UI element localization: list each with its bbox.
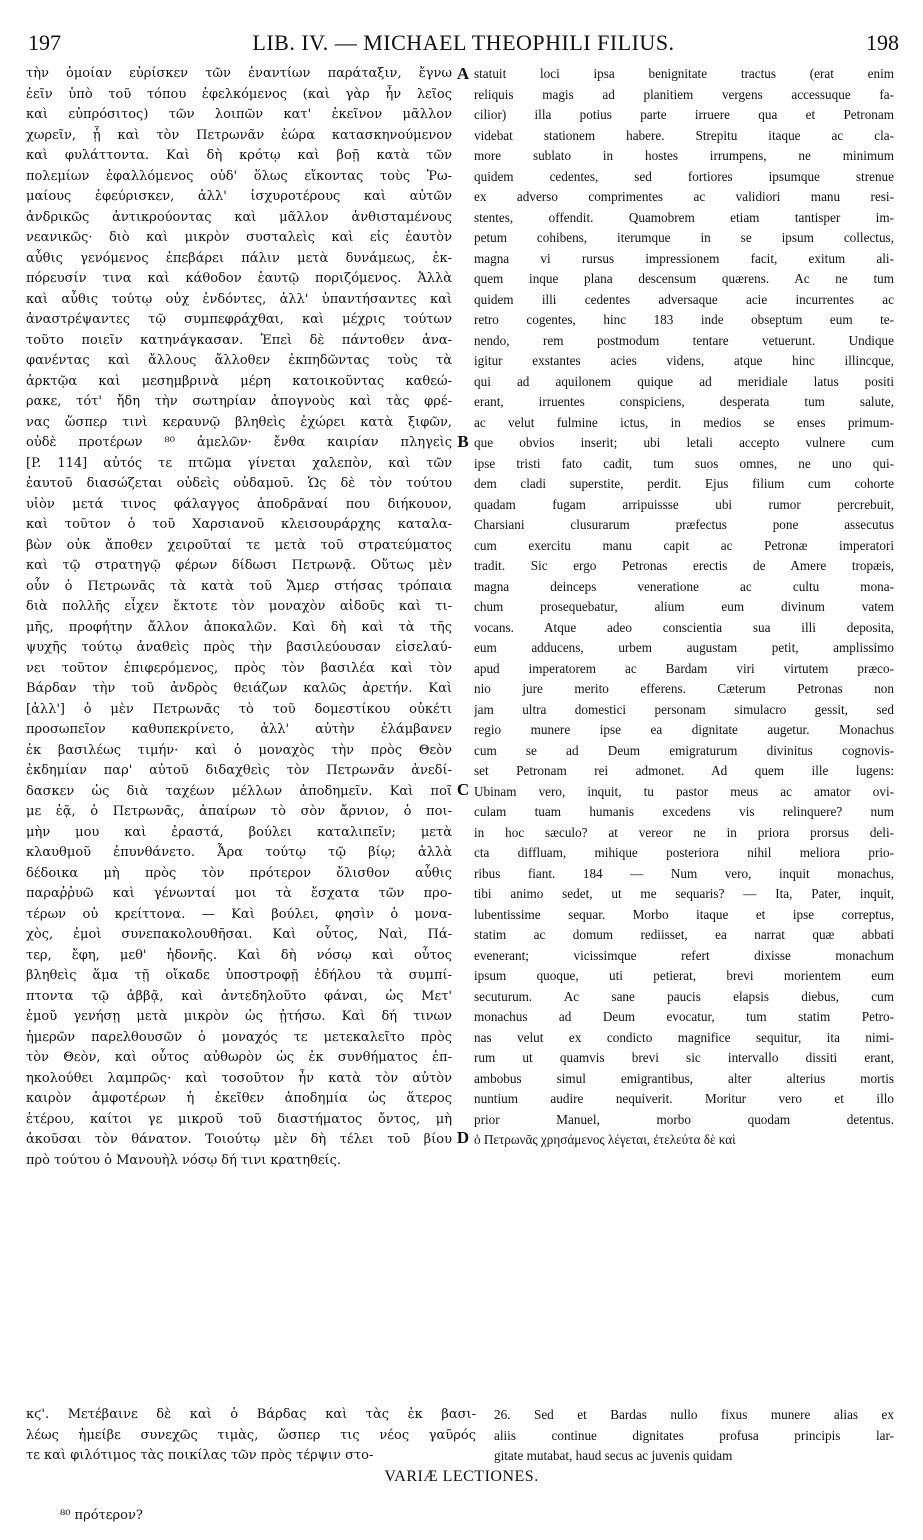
variae-lectiones-heading: VARIÆ LECTIONES. bbox=[384, 1468, 539, 1485]
greek-text-line: καιρὸν ἀμφοτέρων ἡ ἐκεῖθεν ἀποδημία ὡς ἅτερος bbox=[26, 1091, 452, 1106]
latin-text-line: ipse tristi fato cadit, tum suos omnes, ne uno qui- bbox=[474, 455, 894, 471]
margin-letter-b: B bbox=[457, 432, 469, 451]
greek-text-line: τοῦτο ποιεῖν κατηνάγκασαν. Ἐπεὶ δὲ πάντοθεν ἀνα- bbox=[26, 332, 452, 348]
greek-text-line: προσωπεῖον καθυπεκρίνετο, ἀλλ' αὐτὴν ἐλάμβανεν bbox=[26, 722, 452, 737]
greek-section-26 bbox=[26, 1405, 476, 1467]
running-header bbox=[28, 30, 899, 60]
latin-text-line: reliquis magis ad planitiem vergens accessuque fa- bbox=[474, 86, 894, 102]
greek-text-line: βληθεὶς ἅμα τῇ οἴκαδε ὑποστροφῇ ἐδήλου τὰ συμπί- bbox=[26, 968, 452, 983]
greek-text-line: τερ, ἔφη, μεθ' ἡδονῆς. Καὶ δὴ νόσῳ καὶ οὗτος bbox=[26, 947, 452, 963]
latin-text-line: nendo, rem postmodum tentare vetuerunt. Undique bbox=[474, 332, 894, 348]
greek-text-line: πολεμίων ἐφαλλόμενος οὐδ' ὅλως εἴκοντας τοὺς Ῥω- bbox=[26, 168, 452, 184]
greek-text-line: οὐδὲ προτέρων ⁸⁰ ἀμελῶν· ἔνθα καιρίαν πληγεὶς bbox=[26, 435, 452, 450]
latin-text-line: chum prosequebatur, alium eum divinum vatem bbox=[474, 599, 894, 614]
latin-text-line: rum ut quamvis brevi sic intervallo dissiti erant, bbox=[474, 1050, 894, 1065]
page-number-left: 197 bbox=[28, 30, 61, 55]
latin-text-line: jam ultra domestici personam simulacro gessit, sed bbox=[474, 701, 894, 717]
greek-text-line: ἀναστρέψαντες τῷ συμπεφράχθαι, καὶ μέχρις τούτων bbox=[26, 312, 452, 327]
latin-text-line: ipsum quoque, uti petierat, brevi morientem eum bbox=[474, 968, 894, 983]
greek-text-line: οὖν ὁ Πετρωνᾶς τὰ κατὰ τοῦ Ἄμερ στήσας τρόπαια bbox=[26, 578, 452, 594]
greek-text-line: χωρεῖν, ᾗ καὶ τὸν Πετρωνᾶν ἑώρα κατασκηνούμενον bbox=[26, 127, 452, 143]
greek-text-line: ηκολούθει λαμπρῶς· καὶ τοσοῦτον ἦν κατὰ τὸν αὐτὸν bbox=[26, 1070, 452, 1086]
latin-text-line: quadam fugam arripuissse ubi rumor percrebuit, bbox=[474, 496, 894, 512]
greek-text-line: παραῤῥυῶ καὶ γένωνταί μοι τὰ ἔσχατα τῶν πρo- bbox=[26, 886, 452, 901]
latin-text-line: lubentissime sequar. Morbo itaque et ipse correptus, bbox=[474, 906, 894, 922]
greek-text-line: μῆς, προφήτην ἄλλον ἀποκαλῶν. Καὶ δὴ καὶ τὰ τῆς bbox=[26, 619, 452, 635]
greek-text-line: ἀρκτῷα καὶ μεσημβρινὰ μέρη κατοικοῦντας καθεώ- bbox=[26, 373, 452, 389]
latin-section-line: gitate mutabat, haud secus ac juvenis quidam bbox=[494, 1448, 733, 1463]
greek-text-line: μαίους ἐφεύρισκεν, ἀλλ' ἰσχυροτέρους καὶ αὐτῶν bbox=[26, 189, 452, 204]
latin-text-line: statuit loci ipsa benignitate tractus (erat enim bbox=[474, 66, 894, 81]
margin-letter-c: C bbox=[456, 780, 470, 799]
latin-text-line: eum adducens, urbem augustam petit, amplissimo bbox=[474, 640, 894, 655]
latin-text-line: ambobus simul emigrantibus, alter alterius mortis bbox=[474, 1070, 894, 1086]
latin-text-line: petum cohibens, iterumque in se ipsum collectus, bbox=[474, 230, 894, 245]
margin-letter-a: A bbox=[456, 64, 470, 83]
greek-text-line: μὴν μου καὶ ἐραστά, βούλει καταλιπεῖν; μετὰ bbox=[26, 824, 452, 840]
greek-text-line: Βάρδαν τὴν τοῦ ἀνδρὸς θειάζων καλῶς ἀρετήν. Καὶ bbox=[26, 681, 452, 696]
greek-text-line: διὰ πολλῆς εἶχεν ἔκτοτε τὸν μοναχὸν αἰδοῦς καὶ τι- bbox=[26, 599, 452, 614]
latin-text-line: quidem illi cedentes adversaque acie incurrentes ac bbox=[474, 291, 894, 307]
latin-text-line: quem inque plana descensum quærens. Ac ne tum bbox=[474, 271, 894, 286]
latin-column bbox=[474, 64, 894, 1151]
greek-section-line: τε καὶ φιλότιμος τὰς ποικίλας τῶν πρὸς τέρψιν στο- bbox=[26, 1448, 374, 1463]
latin-text-line: in hoc sæculo? at vereor ne in priora prorsus deli- bbox=[474, 824, 894, 840]
latin-text-line: vocans. Atque adeo conscientia sua illi deposita, bbox=[474, 619, 894, 635]
footnote: ⁸⁰ πρότερον? bbox=[60, 1508, 143, 1523]
latin-text-line: igitur exstantes acies videns, atque hinc illincque, bbox=[474, 353, 894, 368]
latin-text-line: tradit. Sic ergo Petronas erectis de Amere tropæis, bbox=[474, 558, 894, 573]
greek-text-line: χὸς, ἐμοὶ συνεπακολουθῆσαι. Καὶ οὗτος, Ναὶ, Πά- bbox=[26, 927, 452, 942]
greek-section-line: λέως ἠμείβε συνεχῶς τιμὰς, ὥσπερ τις νέος γαῦρός bbox=[26, 1427, 476, 1443]
greek-text-line: [P. 114] αὐτός τε πτῶμα γίνεται χαλεπὸν, καὶ τῶν bbox=[26, 455, 452, 471]
latin-text-line: retro cogentes, hinc 183 inde obseptum eum te- bbox=[474, 312, 894, 327]
greek-text-line: ἐεῖν ὑπὸ τοῦ τόπου ἐφελκόμενος (καὶ γὰρ ἦν λεῖος bbox=[26, 86, 452, 102]
greek-text-line: ἑτέρου, καίτοι γε μικροῦ τοῦ διαστήματος ὄντος, μὴ bbox=[26, 1111, 452, 1127]
latin-text-line: cta diffluam, mihique posteriora nihil meliora prio- bbox=[474, 845, 894, 860]
greek-text-line: νει τοῦτον ἐπιφερόμενος, πρὸς τὸν βασιλέα καὶ τὸν bbox=[26, 660, 452, 676]
running-title: LIB. IV. — MICHAEL THEOPHILI FILIUS. bbox=[252, 30, 675, 55]
latin-text-line: qui ad aquilonem quique ad meridiale latus positi bbox=[474, 373, 894, 389]
latin-text-line: Charsiani clusurarum præfectus pone assecutus bbox=[474, 517, 894, 532]
greek-text-line: πόρευσίν τινα καὶ κάθοδον ἑαυτῷ ποριζόμενος. Ἀλλὰ bbox=[26, 271, 452, 286]
greek-text-line: αὖθις γενόμενος ἐπεβάρει πάλιν μετὰ δυνάμεως, ἐκ- bbox=[26, 250, 452, 266]
latin-text-line: ὁ Πετρωνᾶς χρησάμενος λέγεται, ἐτελεύτα δὲ καὶ bbox=[474, 1132, 736, 1147]
page-number-right: 198 bbox=[866, 30, 899, 55]
greek-text-line: πρὸ τούτου ὁ Μανουὴλ νόσῳ δή τινι κρατηθείς. bbox=[26, 1152, 342, 1168]
latin-text-line: tibi animo sedet, ut me sequaris? — Ita, Pater, inquit, bbox=[474, 886, 894, 901]
latin-text-line: Ubinam vero, inquit, tu pastor meus ac amator ovi- bbox=[474, 783, 894, 799]
greek-text-line: ἀνδρικῶς ἀντικρούοντας καὶ μᾶλλον ἀνθισταμένους bbox=[26, 209, 452, 225]
greek-text-line: δασκεν ὡς διὰ ταχέων μέλλων ἀποδημεῖν. Καὶ ποῖ bbox=[26, 783, 452, 799]
latin-text-line: apud imperatorem ac Bardam viri virtutem præco- bbox=[474, 660, 894, 676]
latin-text-line: que obvios inserit; ubi letali accepto vulnere cum bbox=[474, 435, 894, 450]
greek-text-line: βὼν οὐκ ἄποθεν χειροῦταί τε μετὰ τοῦ στρατεύματος bbox=[26, 537, 452, 553]
latin-text-line: evenerant; vicissimque refert dixisse monachum bbox=[474, 947, 894, 963]
greek-text-line: ρακε, τότ' ἤδη τὴν σωτηρίαν ἀπογνοὺς καὶ τὰς φρέ- bbox=[26, 394, 452, 409]
latin-text-line: erant, irruentes conspiciens, desperata tum salute, bbox=[474, 394, 894, 409]
greek-text-line: καὶ τοῦτον ὁ τοῦ Χαρσιανοῦ κλεισουράρχης καταλα- bbox=[26, 517, 452, 532]
greek-text-line: με ἐᾷ, ὁ Πετρωνᾶς, ἀπαίρων τὸ σὸν ἄρνιον, ὁ ποι- bbox=[26, 804, 452, 819]
latin-text-line: nas velut ex condicto magnifice sequitur, ita nimi- bbox=[474, 1029, 894, 1045]
latin-section-line: 26. Sed et Bardas nullo fixus munere alias ex bbox=[494, 1407, 894, 1422]
latin-section-line: aliis continue dignitates profusa principis lar- bbox=[494, 1427, 894, 1443]
latin-text-line: set Petronam rei admonet. Ad quem ille lugens: bbox=[474, 763, 894, 778]
greek-text-line: ἐκδημίαν παρ' αὐτοῦ διδαχθεὶς τὸν Πετρωνᾶν ἀνεδί- bbox=[26, 763, 452, 778]
latin-text-line: ac velut fulmine ictus, in medios se enses primum- bbox=[474, 414, 894, 430]
greek-text-line: ψυχῆς τούτῳ ἀναθεὶς πρὸς τὴν βασιλεύουσαν εἰσελαύ- bbox=[26, 640, 452, 655]
greek-column bbox=[26, 64, 452, 1171]
margin-letter-d: D bbox=[456, 1128, 470, 1147]
latin-text-line: more sublato in hostes irrumpens, ne minimum bbox=[474, 148, 894, 163]
greek-text-line: τέρων οὐ κρείττονα. — Καὶ βούλει, φησὶν ὁ μονα- bbox=[26, 906, 452, 922]
latin-text-line: nio jure merito efferens. Cæterum Petronas non bbox=[474, 681, 894, 696]
latin-text-line: regio munere ipse ea dignitate augetur. Monachus bbox=[474, 722, 894, 737]
latin-text-line: culam tuam humanis excedens vis relinquere? num bbox=[474, 804, 894, 819]
greek-text-line: κλαυθμοῦ ἐπυνθάνετο. Ἆρα τούτῳ τῷ βίῳ; ἀλλὰ bbox=[26, 845, 452, 860]
greek-text-line: καὶ αὖθις τούτῳ οὐχ ἐνδόντες, ἀλλ' ὑπαντήσαντες καὶ bbox=[26, 291, 452, 307]
greek-text-line: ἑαυτοῦ διασώζεται οὐδεὶς οὐδαμοῦ. Ὡς δὲ τὸν τούτου bbox=[26, 476, 452, 491]
latin-text-line: magna deinceps veneratione ac cultu mona- bbox=[474, 578, 894, 594]
latin-text-line: ex adverso comprimentes ac validiori manu resi- bbox=[474, 189, 894, 204]
latin-text-line: stentes, offendit. Quamobrem etiam tantisper im- bbox=[474, 209, 894, 225]
greek-text-line: ἡμερῶν παρελθουσῶν ὁ μοναχός τε μετεκαλεῖτο πρὸς bbox=[26, 1029, 452, 1045]
latin-text-line: dem cladi superstite, perdit. Ejus filium cum cohorte bbox=[474, 476, 894, 491]
greek-text-line: νας ὥσπερ τινὶ κεραυνῷ βληθεὶς ἐχώρει κατὰ ξιφῶν, bbox=[26, 414, 452, 430]
latin-text-line: statim ac domum rediisset, ea narrat quæ abbati bbox=[474, 927, 894, 942]
greek-text-line: ἐμοῦ γενήσῃ μετὰ μικρὸν ὡς ᾐτήσω. Καὶ δή τινων bbox=[26, 1009, 452, 1024]
greek-text-line: ἀκοῦσαι τὸν θάνατον. Τοιούτῳ μὲν δὴ τέλει τοῦ βίου bbox=[26, 1132, 452, 1147]
latin-section-26 bbox=[494, 1405, 894, 1467]
greek-text-line: καὶ εὐπρόσιτος) τῶν λοιπῶν κατ' ἐκεῖνον μᾶλλον bbox=[26, 107, 452, 122]
greek-text-line: υἱὸν μετά τινος φάλαγγος ἀποδρᾶναί που διήκουον, bbox=[26, 496, 452, 512]
greek-text-line: φανέντας καὶ ἄλλους ἄλλοθεν ἐκπηδῶντας τοὺς τὰ bbox=[26, 353, 452, 368]
greek-text-line: δέδοικα μὴ πρὸς τὸν πρότερον ὄλισθον αὖθις bbox=[26, 865, 452, 881]
greek-text-line: [ἀλλ'] ὁ μὲν Πετρωνᾶς τὸ τοῦ δομεστίκου οὐκέτι bbox=[26, 701, 452, 717]
greek-text-line: τὸν Θεὸν, καὶ οὗτος αὐθωρὸν ὡς ἐκ συνθήματος ἐπ- bbox=[26, 1050, 452, 1065]
greek-text-line: καὶ φυλάττοντα. Καὶ δὴ κρότῳ καὶ βοῇ κατὰ τῶν bbox=[26, 148, 452, 163]
latin-text-line: ribus fiant. 184 — Num vero, inquit monachus, bbox=[474, 865, 894, 881]
greek-text-line: τὴν ὁμοίαν εὑρίσκεν τῶν ἐναντίων παράταξιν, ἔγνω bbox=[26, 66, 452, 81]
greek-text-line: καὶ τῷ στρατηγῷ φέρων δίδωσι Πετρωνᾷ. Οὕτως μὲν bbox=[26, 558, 452, 573]
greek-section-line: κϛ'. Μετέβαινε δὲ καὶ ὁ Βάρδας καὶ τὰς ἐκ βασι- bbox=[26, 1407, 476, 1422]
latin-text-line: secuturum. Ac sane paucis elapsis diebus, cum bbox=[474, 988, 894, 1004]
latin-text-line: magna vi rursus impressionem facit, exitum ali- bbox=[474, 250, 894, 266]
latin-text-line: videbat stationem habere. Strepitu itaque ac cla- bbox=[474, 127, 894, 143]
greek-text-line: πτοντα τῷ ἀββᾷ, καὶ ἀντεδηλοῦτο φάναι, ὡς Μετ' bbox=[26, 988, 452, 1004]
latin-text-line: monachus ad Deum evocatur, tum statim Petro- bbox=[474, 1009, 894, 1024]
greek-text-line: ἐκ βασιλέως τιμήν· καὶ ὁ μοναχὸς τὴν πρὸς Θεὸν bbox=[26, 742, 452, 758]
latin-text-line: cilior) illa potius parte irruere qua et Petronam bbox=[474, 107, 894, 122]
latin-text-line: quidem cedentes, sed fortiores ipsumque strenue bbox=[474, 168, 894, 184]
latin-text-line: cum exercitu manu capit ac Petronæ imperatori bbox=[474, 537, 894, 553]
latin-text-line: cum se ad Deum emigraturum divinitus cognovis- bbox=[474, 742, 894, 758]
greek-text-line: νεανικῶς· διὸ καὶ μικρὸν συσταλεὶς καὶ εἰς ἑαυτὸν bbox=[26, 230, 452, 245]
latin-text-line: prior Manuel, morbo quodam detentus. bbox=[474, 1111, 894, 1127]
latin-text-line: nuntium audire nequiverit. Moritur vero et illo bbox=[474, 1091, 894, 1106]
